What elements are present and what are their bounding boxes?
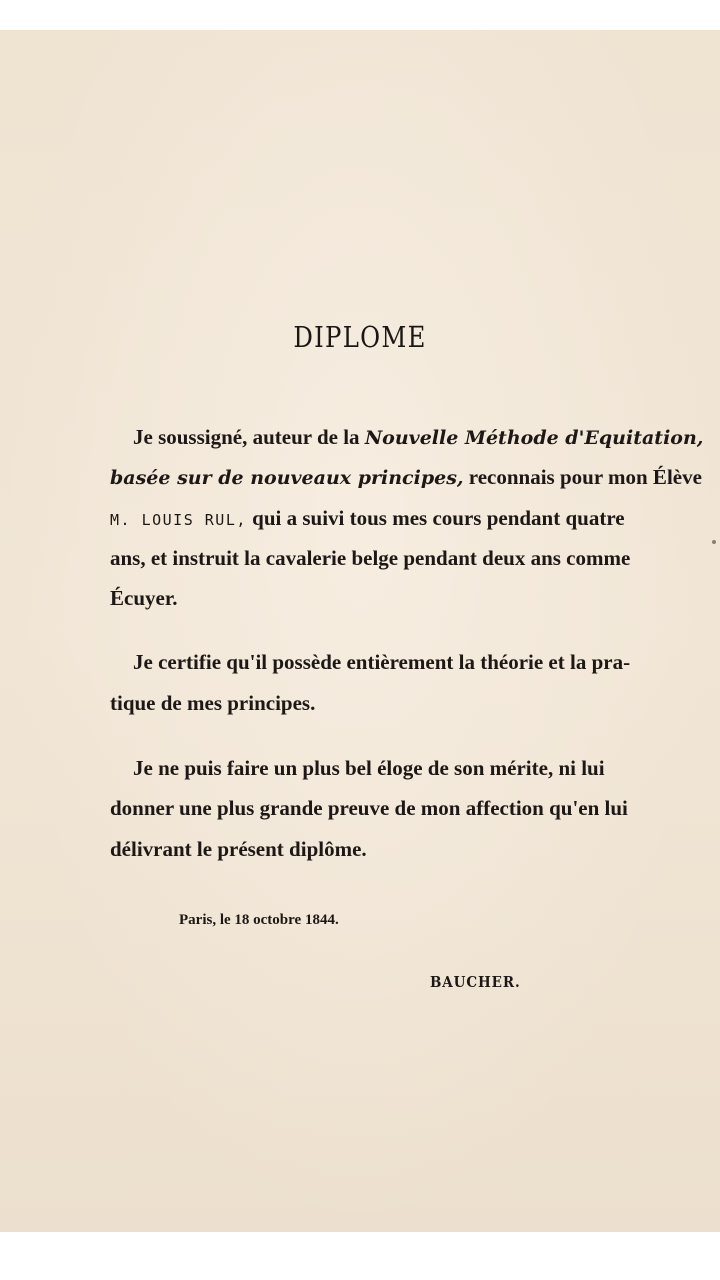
paragraph-1-line-2 (110, 465, 702, 490)
text-segment: Je soussigné, auteur de la (133, 425, 365, 449)
paragraph-2-line-2: tique de mes principes. (110, 691, 316, 715)
paragraph-3-line-2: donner une plus grande preuve de mon affection qu'en lui (110, 796, 628, 820)
text-segment: qui a suivi tous mes cours pendant quatre (246, 506, 625, 530)
paper-speck (712, 540, 716, 544)
diploma-page (0, 30, 720, 1232)
place-and-date: Paris, le 18 octobre 1844. (179, 912, 339, 928)
paragraph-3-line-1: Je ne puis faire un plus bel éloge de son mérite, ni lui (133, 756, 605, 780)
paragraph-1-line-4: ans, et instruit la cavalerie belge pendant deux ans comme (110, 546, 631, 570)
text-segment: reconnais pour mon Élève (463, 465, 702, 489)
paragraph-1-line-5: Écuyer. (110, 586, 178, 610)
signature: BAUCHER. (430, 973, 521, 991)
paragraph-2-line-1: Je certifie qu'il possède entièrement la théorie et la pra- (133, 650, 631, 674)
paragraph-1-line-3 (110, 506, 625, 532)
method-title-blackletter: Nouvelle Méthode d'Equitation, (364, 427, 704, 449)
student-name: M. LOUIS RUL, (110, 511, 247, 529)
paragraph-3-line-3: délivrant le présent diplôme. (110, 837, 367, 861)
paragraph-1-line-1 (133, 425, 704, 450)
document-title: DIPLOME (293, 320, 427, 354)
blackletter-phrase: basée sur de nouveaux principes, (110, 467, 464, 489)
